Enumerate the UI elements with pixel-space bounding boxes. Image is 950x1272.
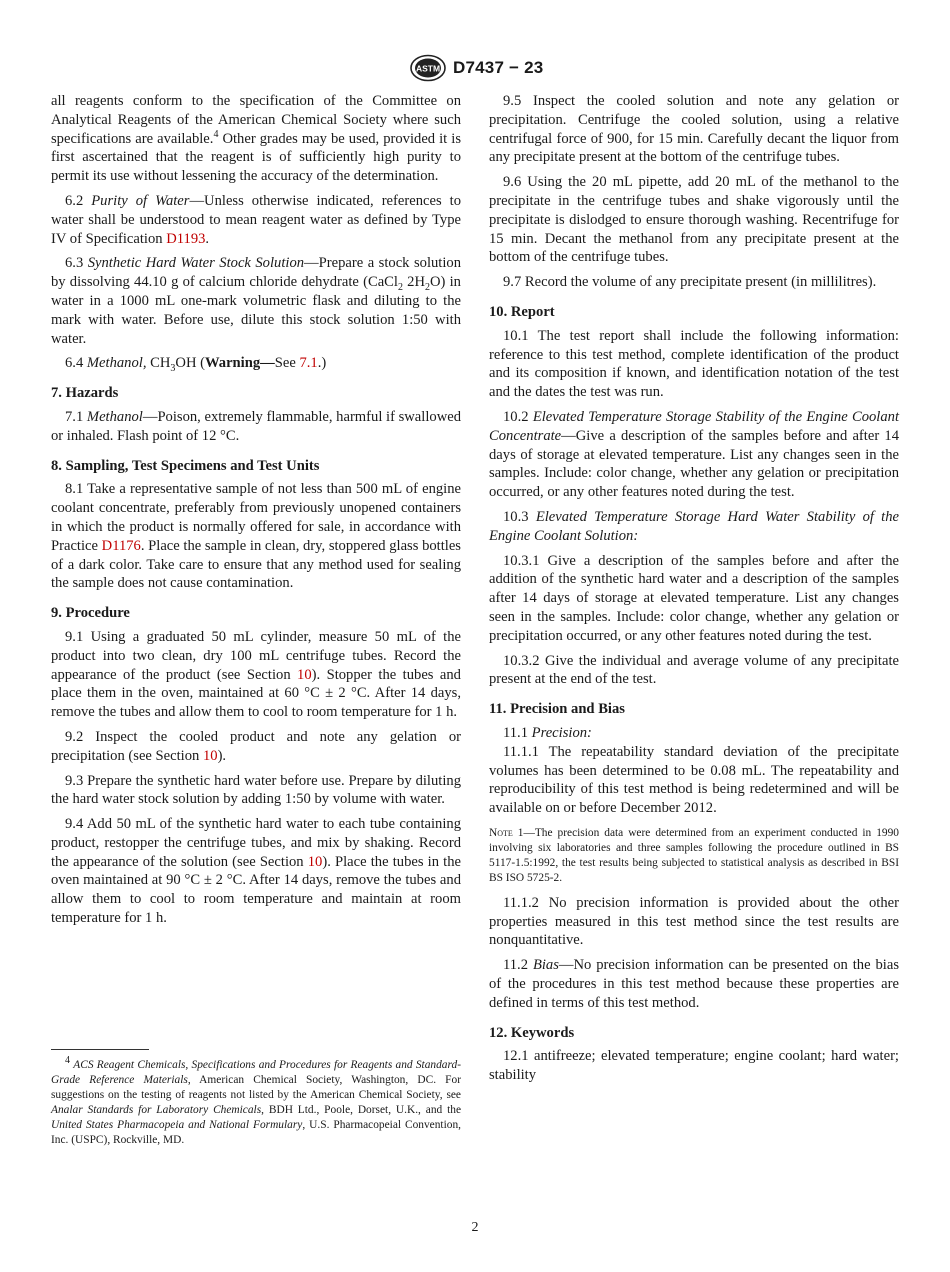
section-6-2: 6.2 Purity of Water—Unless otherwise indicated, references to water shall be understood to mean reagent water as defined by Type IV of Specification D1193.	[51, 192, 461, 247]
section-12-1: 12.1 antifreeze; elevated temperature; engine coolant; hard water; stability	[489, 1048, 899, 1084]
heading-procedure: 9. Procedure	[51, 605, 130, 622]
document-id: D7437 − 23	[453, 58, 544, 77]
section-9-3: 9.3 Prepare the synthetic hard water before use. Prepare by diluting the hard water stock solution by adding 1:50 by volume with water.	[51, 772, 461, 808]
section-11-1: 11.1 Precision:	[503, 724, 592, 741]
page-header	[0, 54, 950, 84]
section-6-3: 6.3 Synthetic Hard Water Stock Solution—Prepare a stock solution by dissolving 44.10 g of calcium chloride dehydrate (CaCl$_2$ $2H_2O$) in water in a 1000 mL one-mark volumetric flask and diluting to the mark with water. Before use, dilute this stock solution 1:50 with water.	[51, 255, 461, 347]
footnote-divider	[51, 1049, 149, 1050]
note-1: Note 1—The precision data were determined from an experiment conducted in 1990 involving six laboratories and three samples following the procedure outlined in BS 5117-1.5:1992, the test results being subjected to statistical analysis as described in BSI BS ISO 5725-2.	[489, 826, 899, 884]
section-10-3-2: 10.3.2 Give the individual and average volume of any precipitate present at the end of the test.	[489, 652, 899, 688]
footnote-4: $^4$ ACS Reagent Chemicals, Specifications and Procedures for Reagents and Standard-Grade Reference Materials, American Chemical Society, Washington, DC. For suggestions on the testing of reagents not listed by the American Chemical Society, see Analar Standards for Laboratory Chemicals, BDH Ltd., Poole, Dorset, U.K., and the United States Pharmacopeia and National Formulary, U.S. Pharmacopeial Convention, Inc. (USPC), Rockville, MD.	[51, 1055, 462, 1146]
section-7-1: 7.1 Methanol—Poison, extremely flammable, harmful if swallowed or inhaled. Flash point of 12 °C.	[51, 408, 462, 444]
section-10-3-1: 10.3.1 Give a description of the samples before and after the addition of the synthetic hard water and a description of the samples after 14 days of storage at elevated temperature. List any changes seen in the samples. Include: color change, whether any gelation or precipitation occurred, or any other features noted during the test.	[489, 552, 899, 644]
page-number: 2	[471, 1220, 479, 1235]
link-d1193[interactable]: D1193	[166, 230, 206, 247]
left-column	[51, 92, 461, 934]
heading-report: 10. Report	[489, 303, 555, 320]
heading-hazards: 7. Hazards	[51, 385, 119, 402]
link-d1176[interactable]: D1176	[101, 537, 141, 554]
link-section-10[interactable]: 10	[202, 747, 218, 764]
section-9-2: 9.2 Inspect the cooled product and note any gelation or precipitation (see Section 10).	[51, 728, 461, 764]
section-9-6: 9.6 Using the 20 mL pipette, add 20 mL of the methanol to the precipitate in the centrifuge tubes and shake vigorously until the precipitate is dislodged to ensure thorough washing. Recentrifuge for 15 min. Decant the methanol from any precipitate present at the bottom of the centrifuge tubes.	[489, 174, 899, 266]
heading-keywords: 12. Keywords	[489, 1024, 575, 1041]
section-11-1-1: 11.1.1 The repeatability standard deviation of the precipitate volumes has been determined to be 0.08 mL. The repeatability and reproducibility of this test method is being redetermined and will be available on or before December 2012.	[489, 743, 899, 817]
astm-logo-icon	[409, 54, 447, 82]
section-6-4: 6.4 Methanol, $CH_3OH$ (Warning—See 7.1.)	[65, 355, 327, 375]
svg-text:ASTM: ASTM	[415, 63, 441, 74]
section-9-7: 9.7 Record the volume of any precipitate present (in millilitres).	[503, 274, 877, 291]
section-11-2: 11.2 Bias—No precision information can be presented on the bias of the procedures in this test method because these properties are defined in terms of this test method.	[489, 957, 899, 1011]
right-column	[489, 92, 899, 1091]
section-8-1: 8.1 Take a representative sample of not less than 500 mL of engine coolant concentrate, preferably from previously unopened containers in which the product is normally offered for sale, in accordance with Practice D1176. Place the sample in clean, dry, stoppered glass bottles of a dark color. Take care to ensure that any method used for sealing the sample does not cause contamination.	[51, 481, 461, 592]
section-9-5: 9.5 Inspect the cooled solution and note any gelation or precipitation. Centrifuge the cooled solution, using a relative centrifugal force of 900, for 15 min. Carefully decant the liquor from any precipitate present at the bottom of the centrifuge tubes.	[489, 93, 899, 166]
section-10-1: 10.1 The test report shall include the following information: reference to this test method, complete identification of the product and its composition if known, and identification notation of the test and the dates the test was run.	[489, 327, 899, 401]
section-10-3: 10.3 Elevated Temperature Storage Hard Water Stability of the Engine Coolant Solution:	[489, 508, 900, 544]
heading-sampling: 8. Sampling, Test Specimens and Test Units	[51, 457, 320, 474]
link-7-1[interactable]: 7.1	[299, 355, 318, 372]
section-11-1-2: 11.1.2 No precision information is provided about the other properties measured in this test method since the test results are nonquantitative.	[489, 894, 899, 949]
section-10-2: 10.2 Elevated Temperature Storage Stability of the Engine Coolant Concentrate—Give a description of the samples before and after 14 days of storage at elevated temperature. List any changes seen in the samples. Include: color change, whether any gelation or precipitation occurred, or any other features noted during the test.	[489, 408, 899, 501]
heading-precision-bias: 11. Precision and Bias	[489, 701, 625, 718]
link-section-10[interactable]: 10	[297, 666, 312, 683]
paragraph-6-1-continued: all reagents conform to the specification of the Committee on Analytical Reagents of the American Chemical Society where such specifications are available.$^4$ Other grades may be used, provided it is first ascertained that the reagent is of sufficiently high purity to permit its use without lessening the accuracy of the determination.	[51, 93, 461, 185]
section-9-4: 9.4 Add 50 mL of the synthetic hard water to each tube containing product, restopper the centrifuge tubes, and mix by shaking. Record the appearance of the solution (see Section 10). Place the tubes in the oven maintained at 90 °C ± 2 °C. After 14 days, remove the tubes and allow them to cool to room temperature and maintain at room temperature for 1 h.	[51, 816, 461, 927]
section-9-1: 9.1 Using a graduated 50 mL cylinder, measure 50 mL of the product into two clean, dry 100 mL centrifuge tubes. Record the appearance of the product (see Section 10). Stopper the tubes and place them in the oven, maintained at 60 °C ± 2 °C. After 14 days, remove the tubes and allow them to cool to room temperature for 1 h.	[51, 628, 461, 721]
link-section-10[interactable]: 10	[307, 853, 323, 870]
